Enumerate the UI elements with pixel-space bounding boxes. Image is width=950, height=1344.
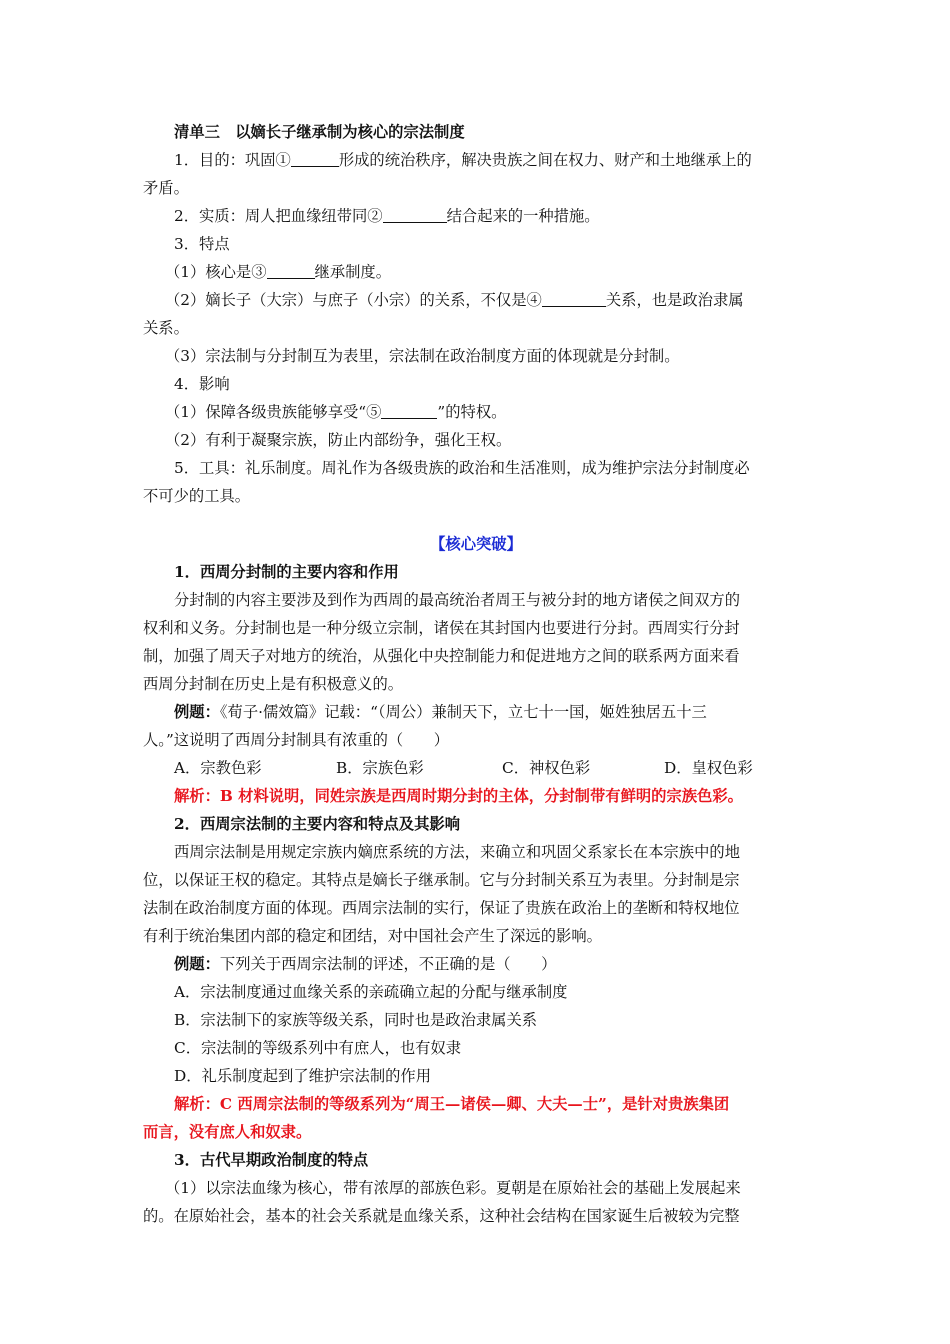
option-d: D．皇权色彩 <box>664 759 753 777</box>
example-2-option-c: C．宗法制的等级系列中有庶人，也有奴隶 <box>174 1039 462 1057</box>
item-5: 5．工具：礼乐制度。周礼作为各级贵族的政治和生活准则，成为维护宗法分封制度必 <box>174 459 750 477</box>
example-2-option-a: A．宗法制度通过血缘关系的亲疏确立起的分配与继承制度 <box>174 983 568 1001</box>
example-2-answer-cont: 而言，没有庶人和奴隶。 <box>143 1123 312 1141</box>
item-4: 4．影响 <box>174 375 230 393</box>
example-2-answer: 解析：C 西周宗法制的等级系列为“周王—诸侯—卿、大夫—士”，是针对贵族集团 <box>174 1095 730 1113</box>
item-4-2: （2）有利于凝聚宗族，防止内部纷争，强化王权。 <box>165 431 512 449</box>
example-1-question-cont: 人。”这说明了西周分封制具有浓重的（ ） <box>143 731 450 749</box>
core-section-2-para-line: 法制在政治制度方面的体现。西周宗法制的实行，保证了贵族在政治上的垄断和特权地位 <box>143 899 740 917</box>
blank-1 <box>291 148 339 167</box>
item-3-2: （2）嫡长子（大宗）与庶子（小宗）的关系，不仅是④ 关系，也是政治隶属 <box>143 286 809 314</box>
item-2: 2．实质：周人把血缘纽带同② 结合起来的一种措施。 <box>143 202 809 230</box>
core-section-1-title: 1．西周分封制的主要内容和作用 <box>174 563 399 581</box>
option-c: C．神权色彩 <box>502 759 591 777</box>
core-section-2-para-line: 有利于统治集团内部的稳定和团结，对中国社会产生了深远的影响。 <box>143 927 602 945</box>
item-1-cont: 矛盾。 <box>143 179 189 197</box>
item-4-1: （1）保障各级贵族能够享受“⑤ ”的特权。 <box>143 398 809 426</box>
section-title: 清单三 以嫡长子继承制为核心的宗法制度 <box>174 123 465 141</box>
blank-3 <box>267 260 315 279</box>
blank-5 <box>381 400 437 419</box>
core-section-2-title: 2．西周宗法制的主要内容和特点及其影响 <box>174 815 460 833</box>
item-3: 3．特点 <box>174 235 230 253</box>
core-section-2-para-line: 位，以保证王权的稳定。其特点是嫡长子继承制。它与分封制关系互为表里。分封制是宗 <box>143 871 740 889</box>
option-b: B．宗族色彩 <box>336 759 424 777</box>
example-2-question: 例题：下列关于西周宗法制的评述，不正确的是（ ） <box>174 955 557 973</box>
example-1-answer: 解析：B 材料说明，同姓宗族是西周时期分封的主体，分封制带有鲜明的宗族色彩。 <box>174 787 743 805</box>
core-section-1-para-line: 西周分封制在历史上是有积极意义的。 <box>143 675 404 693</box>
core-section-1-para-line: 权利和义务。分封制也是一种分级立宗制，诸侯在其封国内也要进行分封。西周实行分封 <box>143 619 740 637</box>
example-1-options <box>143 754 809 782</box>
item-3-1: （1）核心是③ 继承制度。 <box>143 258 809 286</box>
blank-2 <box>383 204 447 223</box>
core-section-2-para-line: 西周宗法制是用规定宗族内嫡庶系统的方法，来确立和巩固父系家长在本宗族中的地 <box>174 843 740 861</box>
core-heading: 【核心突破】 <box>430 535 522 553</box>
example-2-option-d: D．礼乐制度起到了维护宗法制的作用 <box>174 1067 432 1085</box>
document-content <box>143 118 809 1230</box>
option-a: A．宗教色彩 <box>174 759 262 777</box>
item-5-cont: 不可少的工具。 <box>143 487 251 505</box>
blank-4 <box>542 288 606 307</box>
example-2-option-b: B．宗法制下的家族等级关系，同时也是政治隶属关系 <box>174 1011 538 1029</box>
item-3-3: （3）宗法制与分封制互为表里，宗法制在政治制度方面的体现就是分封制。 <box>165 347 680 365</box>
core-section-1-para-line: 制，加强了周天子对地方的统治，从强化中央控制能力和促进地方之间的联系两方面来看 <box>143 647 740 665</box>
example-1-question: 例题：《荀子·儒效篇》记载：“（周公）兼制天下，立七十一国，姬姓独居五十三 <box>174 703 707 721</box>
item-1: 1．目的：巩固① 形成的统治秩序，解决贵族之间在权力、财产和土地继承上的 <box>143 146 809 174</box>
core-section-3-para-line: 的。在原始社会，基本的社会关系就是血缘关系，这种社会结构在国家诞生后被较为完整 <box>143 1207 740 1225</box>
core-section-1-para-line: 分封制的内容主要涉及到作为西周的最高统治者周王与被分封的地方诸侯之间双方的 <box>174 591 740 609</box>
item-3-2-cont: 关系。 <box>143 319 189 337</box>
core-section-3-para-line: （1）以宗法血缘为核心，带有浓厚的部族色彩。夏朝是在原始社会的基础上发展起来 <box>165 1179 741 1197</box>
core-section-3-title: 3．古代早期政治制度的特点 <box>174 1151 369 1169</box>
